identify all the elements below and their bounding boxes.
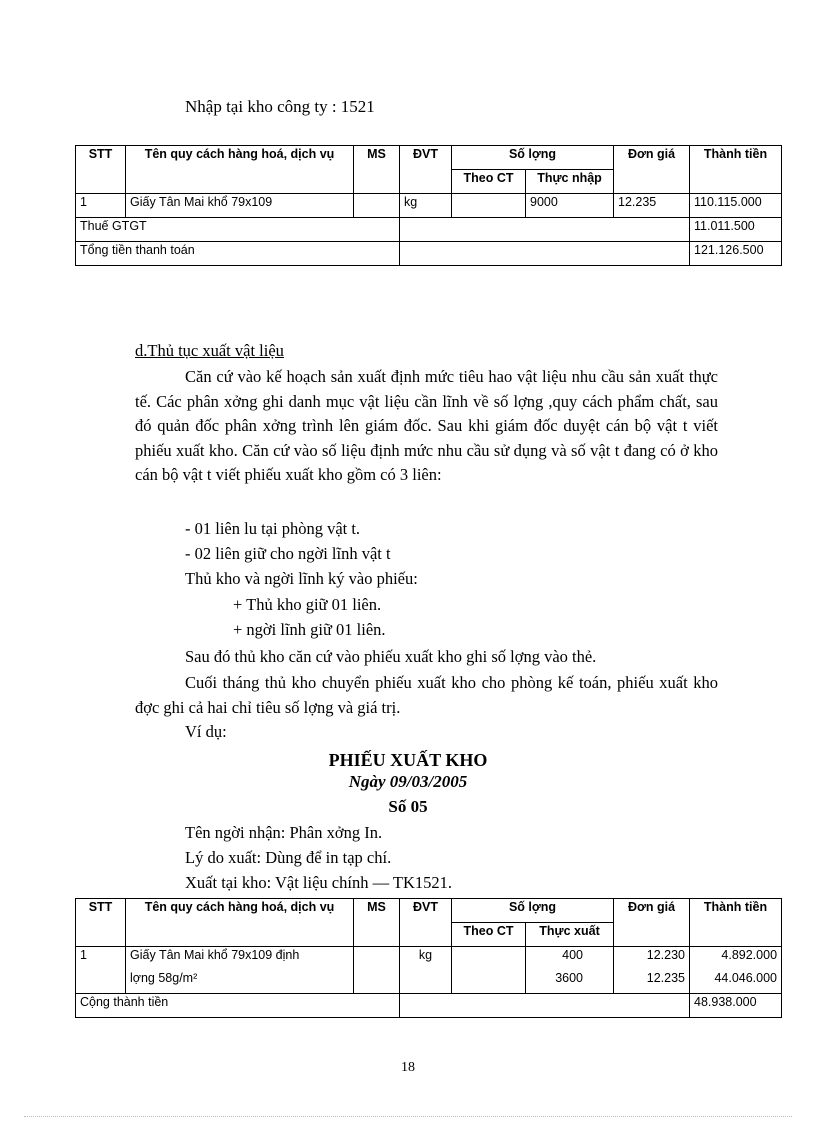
cell-name: Giấy Tân Mai khổ 79x109 — [126, 194, 354, 218]
slip-date: Ngày 09/03/2005 — [348, 772, 468, 791]
sum-empty — [400, 242, 690, 266]
example-label: Ví dụ: — [185, 722, 227, 741]
cell-qty-real: 400 — [526, 947, 614, 971]
table-row — [76, 242, 782, 266]
tax-value: 11.011.500 — [690, 218, 782, 242]
table-row — [76, 194, 782, 218]
header-ms: MS — [354, 146, 400, 194]
paragraph-procedure: Căn cứ vào kế hoạch sản xuất định mức tiêu hao vật liệu nhu cầu sản xuất thực tế. Các phân xởng ghi danh mục vật liệu cần lĩnh về số lợng ,quy cách phẩm chất, sau đó quản đốc phân xởng trình lên giám đốc. Sau khi giám đốc duyệt cán bộ vật t viết phiếu xuất kho. Căn cứ vào số liệu định mức nhu cầu sử dụng và số vật t đang có ở kho cán bộ vật t viết phiếu xuất kho gồm có 3 liên: — [135, 367, 718, 484]
cell-dvt: kg — [400, 194, 452, 218]
page-number: 18 — [401, 1060, 415, 1075]
list-item: - 01 liên lu tại phòng vật t. — [185, 519, 361, 538]
cell-qty-ct — [452, 947, 526, 994]
header-dvt: ĐVT — [400, 899, 452, 947]
cell-ms — [354, 947, 400, 994]
slip-warehouse: Xuất tại kho: Vật liệu chính — TK1521. — [185, 873, 453, 892]
cell-total: 4.892.000 — [690, 947, 782, 971]
header-name: Tên quy cách hàng hoá, dịch vụ — [126, 146, 354, 194]
table-header-row — [76, 899, 782, 923]
table-row — [76, 994, 782, 1018]
section-title: d.Thủ tục xuất vật liệu — [135, 341, 284, 360]
cell-total: 44.046.000 — [690, 970, 782, 994]
cell-stt: 1 — [76, 947, 126, 994]
tax-label: Thuế GTGT — [76, 218, 400, 242]
header-qty-ct: Theo CT — [452, 170, 526, 194]
list-item: - 02 liên giữ cho ngời lĩnh vật t — [185, 544, 391, 563]
sum-label: Cộng thành tiền — [76, 994, 400, 1018]
cell-ms — [354, 194, 400, 218]
paragraph-month-end: Cuối tháng thủ kho chuyển phiếu xuất kho cho phòng kế toán, phiếu xuất kho đợc ghi cả hai chỉ tiêu số lợng và giá trị. — [135, 673, 718, 717]
cell-price: 12.235 — [614, 970, 690, 994]
slip-reason: Lý do xuất: Dùng để in tạp chí. — [185, 848, 392, 867]
header-price: Đơn giá — [614, 146, 690, 194]
header-total: Thành tiền — [690, 899, 782, 947]
table-header-row — [76, 146, 782, 170]
cell-qty-real: 3600 — [526, 970, 614, 994]
slip-title: PHIẾU XUẤT KHO — [328, 750, 488, 770]
header-stt: STT — [76, 146, 126, 194]
header-dvt: ĐVT — [400, 146, 452, 194]
header-name: Tên quy cách hàng hoá, dịch vụ — [126, 899, 354, 947]
page-bottom-rule — [24, 1116, 792, 1117]
issue-table — [75, 898, 782, 1018]
sum-value: 121.126.500 — [690, 242, 782, 266]
cell-total: 110.115.000 — [690, 194, 782, 218]
paragraph-line: Sau đó thủ kho căn cứ vào phiếu xuất kho ghi số lợng vào thẻ. — [185, 647, 597, 666]
cell-name-cont: lợng 58g/m² — [126, 970, 354, 994]
header-price: Đơn giá — [614, 899, 690, 947]
header-qty-real: Thực nhập — [526, 170, 614, 194]
header-qty-real: Thực xuất — [526, 923, 614, 947]
cell-dvt: kg — [400, 947, 452, 994]
sign-line: Thủ kho và ngời lĩnh ký vào phiếu: — [185, 569, 418, 588]
cell-qty-real: 9000 — [526, 194, 614, 218]
tax-empty — [400, 218, 690, 242]
receipt-table — [75, 145, 782, 266]
header-qty: Số lợng — [452, 899, 614, 923]
slip-number: Số 05 — [388, 797, 428, 816]
header-qty: Số lợng — [452, 146, 614, 170]
table-row — [76, 947, 782, 971]
table-row — [76, 218, 782, 242]
sum-value: 48.938.000 — [690, 994, 782, 1018]
list-item: + ngời lĩnh giữ 01 liên. — [233, 620, 386, 639]
cell-qty-ct — [452, 194, 526, 218]
cell-price: 12.235 — [614, 194, 690, 218]
header-total: Thành tiền — [690, 146, 782, 194]
header-ms: MS — [354, 899, 400, 947]
list-item: + Thủ kho giữ 01 liên. — [233, 595, 382, 614]
cell-price: 12.230 — [614, 947, 690, 971]
sum-empty — [400, 994, 690, 1018]
slip-receiver: Tên ngời nhận: Phân xởng In. — [185, 823, 383, 842]
sum-label: Tổng tiền thanh toán — [76, 242, 400, 266]
cell-stt: 1 — [76, 194, 126, 218]
header-qty-ct: Theo CT — [452, 923, 526, 947]
cell-name: Giấy Tân Mai khổ 79x109 định — [126, 947, 354, 971]
warehouse-heading: Nhập tại kho công ty : 1521 — [185, 97, 375, 116]
header-stt: STT — [76, 899, 126, 947]
